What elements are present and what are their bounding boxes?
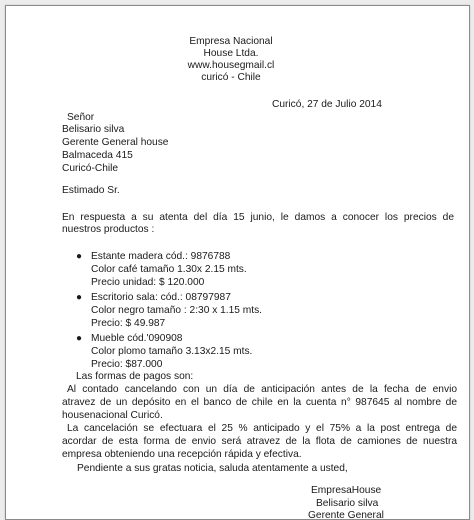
intro-paragraph	[62, 212, 454, 224]
payment-p2-line-3: empresa obteniendo una recepción rápida y efectiva.	[62, 449, 302, 460]
product-3-name: Mueble cód.'090908	[91, 333, 183, 344]
letterhead-company-type: House Ltda.	[203, 48, 259, 59]
intro-line-1: En respuesta a su atenta del día 15 junio, le damos a conocer los precios de	[62, 212, 454, 223]
recipient-address: Balmaceda 415	[62, 150, 133, 161]
bullet-icon: ●	[76, 251, 83, 262]
product-2-name: Escritorio sala: cód.: 08797987	[91, 292, 231, 303]
product-2-price: Precio: $ 49.987	[91, 318, 166, 329]
signature-company: EmpresaHouse	[311, 485, 382, 496]
payment-p1-line-1: Al contado cancelando con un día de anticipación antes de la fecha de envio	[67, 384, 457, 395]
closing-line: Pendiente a sus gratas noticia, saluda atentamente a usted,	[77, 463, 348, 474]
recipient-title: Señor	[67, 112, 95, 123]
payment-paragraph-1b	[62, 397, 457, 409]
signature-position: Gerente General	[308, 510, 384, 520]
letterhead-city: curicó - Chile	[201, 72, 261, 83]
letter-page	[5, 5, 470, 520]
letterhead-website: www.housegmail.cl	[187, 60, 275, 71]
product-1-detail: Color café tamaño 1.30x 2.15 mts.	[91, 264, 247, 275]
product-2-detail: Color negro tamaño : 2:30 x 1.15 mts.	[91, 305, 263, 316]
payment-p1-line-2: atravez de un depósito en el banco de chile en la cuenta n° 987645 al nombre de	[62, 397, 457, 408]
payment-p2-line-2: acordar de esta forma de envio será atravez de la flota de camiones de nuestra	[62, 436, 457, 447]
product-1-name: Estante madera cód.: 9876788	[91, 251, 231, 262]
payment-p1-line-3: housenacional Curicó.	[62, 410, 163, 421]
payment-p2-line-1: La cancelación se efectuara el 25 % anticipado y el 75% a la post entrega de	[67, 423, 457, 434]
intro-line-2: nuestros productos :	[62, 224, 155, 235]
payment-heading: Las formas de pagos son:	[76, 371, 194, 382]
product-3-price: Precio: $87.000	[91, 359, 163, 370]
payment-paragraph-1	[67, 384, 457, 396]
signature-name: Belisario silva	[316, 498, 379, 509]
payment-paragraph-2b	[62, 436, 457, 448]
recipient-name: Belisario silva	[62, 124, 125, 135]
bullet-icon: ●	[76, 333, 83, 344]
product-1-price: Precio unidad: $ 120.000	[91, 277, 205, 288]
recipient-position: Gerente General house	[62, 137, 169, 148]
recipient-city: Curicó-Chile	[62, 163, 119, 174]
bullet-icon: ●	[76, 292, 83, 303]
greeting: Estimado Sr.	[62, 185, 120, 196]
letterhead-company: Empresa Nacional	[189, 36, 273, 47]
letter-date: Curicó, 27 de Julio 2014	[272, 99, 382, 110]
payment-paragraph-2	[67, 423, 457, 435]
product-3-detail: Color plomo tamaño 3.13x2.15 mts.	[91, 346, 253, 357]
